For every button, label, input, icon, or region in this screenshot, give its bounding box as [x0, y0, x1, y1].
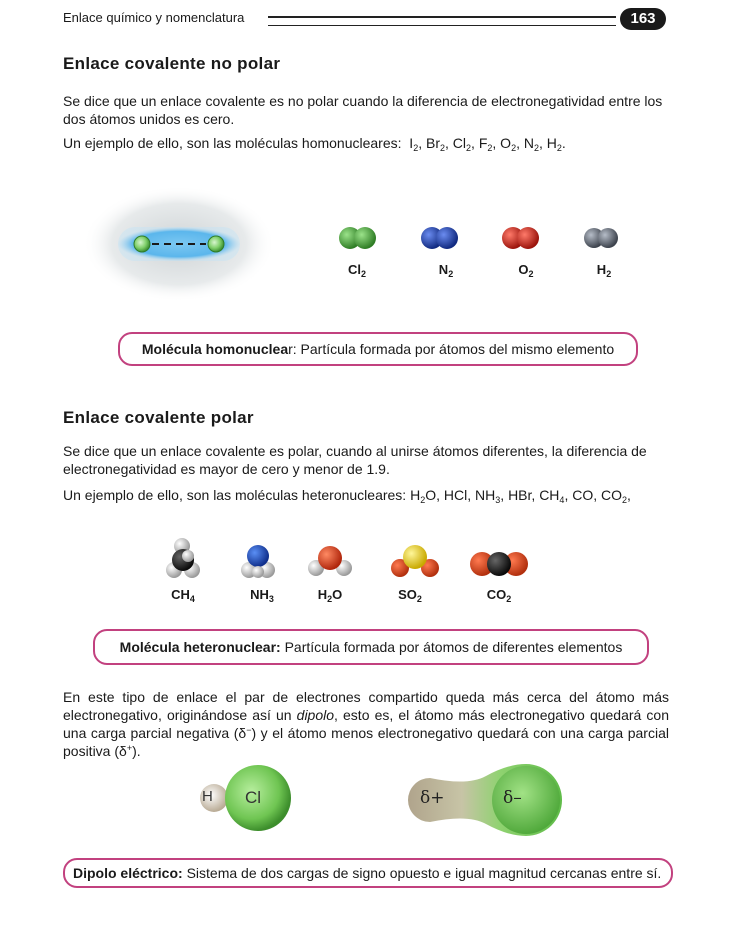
molecule-label-cl2: $Cl_2$: [347, 262, 366, 279]
nh3-molecule: [241, 545, 275, 578]
section-heading-nonpolar: Enlace covalente no polar: [63, 54, 281, 73]
hcl-label-cl: Cl: [245, 788, 262, 807]
formula-heteronuclear: $H_2O$,: [410, 487, 441, 505]
formula-heteronuclear: HCl,: [443, 487, 472, 503]
n2-molecule: [421, 227, 458, 249]
heteronuclear-molecule-row: [150, 532, 550, 588]
o2-molecule: [502, 227, 539, 249]
molecule-label-co2: $CO_2$: [486, 587, 512, 604]
formula-heteronuclear: $CO_2$,: [601, 487, 631, 505]
formula-homonuclear: $H_2$.: [546, 135, 566, 153]
formula-heteronuclear: CO,: [572, 487, 598, 503]
molecule-label-h2o: $H_2O$: [317, 587, 343, 604]
dipole-paragraph: En este tipo de enlace el par de electrones compartido queda más cerca del átomo más electronegativo, originándose así un dipolo, esto es, el átomo más electronegativo quedará con una carga parcial negativa (δ−) y el átomo menos electronegativo quedará con una carga parcial positiva (δ+).: [63, 689, 669, 759]
homonuclear-formula-list: [409, 135, 566, 151]
running-header: Enlace químico y nomenclatura: [63, 10, 245, 25]
formula-heteronuclear: $NH_3$,: [475, 487, 505, 505]
formula-homonuclear: $F_2$,: [478, 135, 497, 153]
formula-heteronuclear: HBr,: [508, 487, 536, 503]
formula-heteronuclear: $CH_4$,: [539, 487, 569, 505]
cl2-molecule: [339, 227, 376, 249]
formula-homonuclear: $O_2$,: [500, 135, 520, 153]
definition-homonuclear: Molécula homonuclear: Partícula formada por átomos del mismo elemento: [118, 332, 638, 366]
molecule-label-so2: $SO_2$: [398, 587, 422, 604]
heteronuclear-examples: Un ejemplo de ello, son las moléculas heteronucleares: $H_2O$, HCl, $NH_3$, HBr, $CH_4$, CO, $CO_2$,: [63, 487, 631, 505]
dipole-label-negative: δ–: [503, 788, 522, 808]
molecule-label-ch4: $CH_4$: [171, 587, 195, 604]
section-heading-polar: Enlace covalente polar: [63, 408, 254, 427]
hcl-label-h: H: [202, 788, 213, 805]
nonpolar-bond-illustration: [82, 185, 277, 303]
homonuclear-examples: Un ejemplo de ello, son las moléculas homonucleares: $I_2$, $Br_2$, $Cl_2$, $F_2$, $O_2$, $N_2$, $H_2$.: [63, 135, 566, 153]
formula-homonuclear: $N_2$,: [523, 135, 543, 153]
nonpolar-paragraph: Se dice que un enlace covalente es no polar cuando la diferencia de electronegatividad entre los dos átomos unidos es cero.: [63, 93, 663, 127]
formula-homonuclear: $Cl_2$,: [452, 135, 475, 153]
co2-molecule: [470, 552, 528, 576]
diatomic-molecule-row: [330, 222, 630, 262]
page-number-badge: 163: [620, 8, 666, 30]
definition-heteronuclear: Molécula heteronuclear: Partícula formada por átomos de diferentes elementos: [93, 629, 649, 665]
polar-paragraph: Se dice que un enlace covalente es polar, cuando al unirse átomos diferentes, la diferencia de electronegatividad es mayor de cero y menor de 1.9.: [63, 443, 647, 477]
molecule-label-h2: $H_2$: [596, 262, 612, 279]
molecule-label-n2: $N_2$: [438, 262, 454, 279]
molecule-label-nh3: $NH_3$: [250, 587, 274, 604]
h2o-molecule: [308, 546, 352, 576]
ch4-molecule: [166, 538, 200, 578]
formula-homonuclear: $I_2$,: [409, 135, 423, 153]
h2-molecule: [584, 228, 618, 248]
so2-molecule: [391, 545, 439, 577]
header-rule: [268, 16, 616, 26]
dipole-label-positive: δ+: [420, 788, 445, 808]
molecule-label-o2: $O_2$: [518, 262, 534, 279]
heteronuclear-formula-list: [410, 487, 631, 503]
definition-dipole: Dipolo eléctrico: Sistema de dos cargas de signo opuesto e igual magnitud cercanas entre sí.: [63, 858, 673, 888]
formula-homonuclear: $Br_2$,: [425, 135, 449, 153]
